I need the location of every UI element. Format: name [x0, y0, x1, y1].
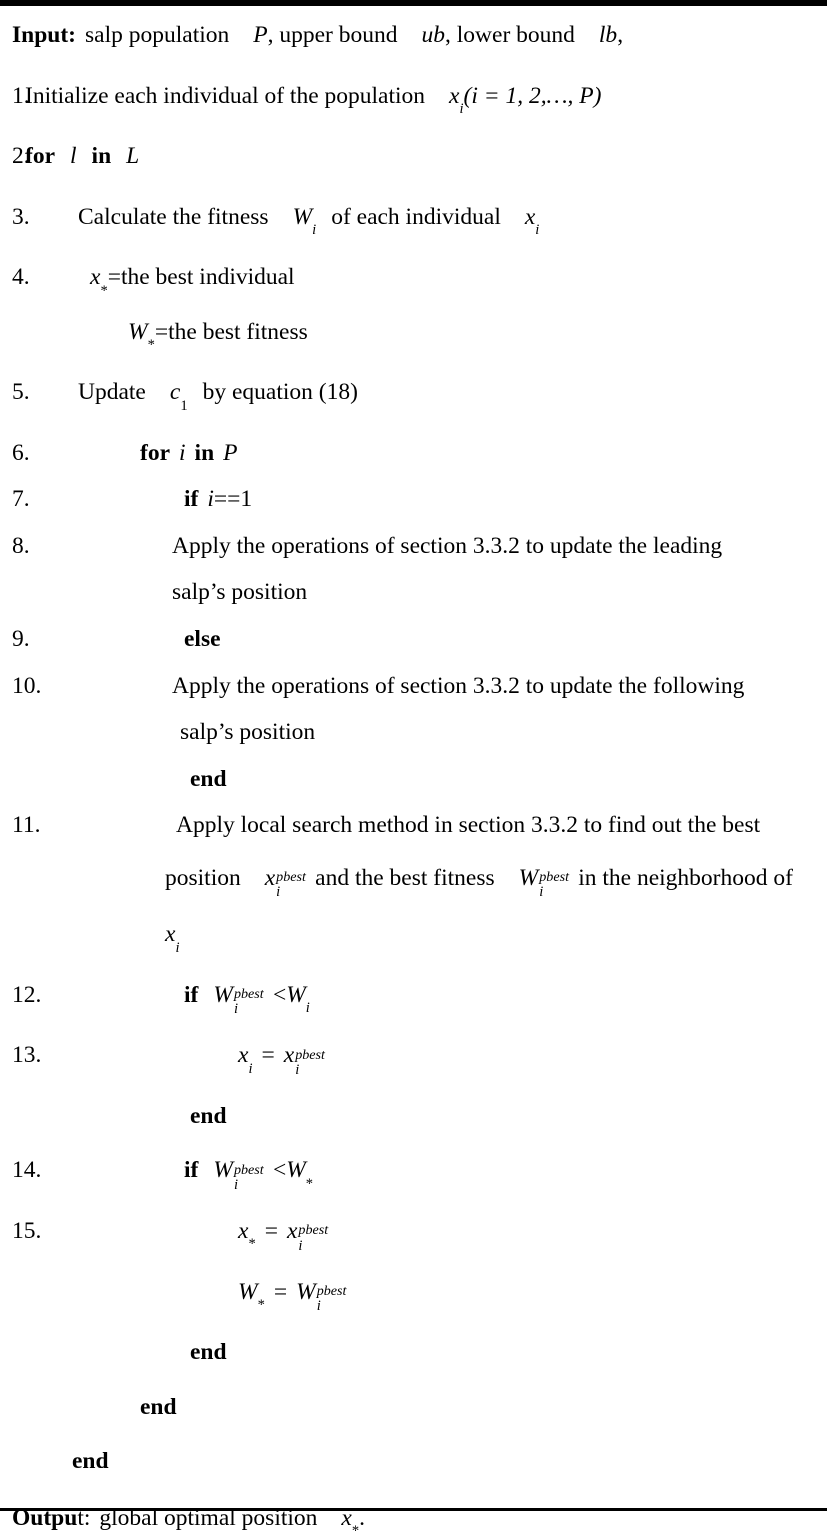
- line-11-cont-text-2: and the best fitness: [315, 864, 495, 891]
- line-14-lhs: W: [213, 1157, 233, 1184]
- line-15-cont-rhs: W: [296, 1278, 316, 1305]
- line-2-var-L: L: [126, 143, 140, 170]
- input-text-1: salp population: [85, 22, 230, 48]
- line-15-lhs: x: [238, 1218, 249, 1245]
- algorithm-output-line: [12, 1503, 817, 1539]
- line-13-rhs-sub: i: [295, 1061, 300, 1078]
- line-5-text-1: Update: [78, 379, 146, 406]
- input-var-population: P: [253, 22, 268, 48]
- input-text-3: , lower bound: [445, 22, 575, 48]
- line-13-rhs: x: [283, 1042, 295, 1069]
- line-7-var-i: i: [207, 486, 214, 513]
- line-11-var-W: W: [518, 864, 539, 891]
- line-2-var-l: l: [70, 143, 77, 170]
- line-11-var-W-sub: i: [539, 884, 544, 901]
- line-number-7: 7.: [12, 486, 30, 513]
- algorithm-line-4-continuation: [12, 317, 817, 354]
- line-15-cont-rhs-sub: i: [316, 1298, 321, 1315]
- line-15-cont-lhs-sub: *: [257, 1296, 265, 1313]
- line-1-text: Initialize each individual of the population: [25, 82, 426, 109]
- line-number-5: 5.: [12, 379, 30, 406]
- input-label: Input:: [12, 22, 77, 48]
- output-period: .: [359, 1504, 366, 1531]
- line-1-math-rest: (i = 1, 2,…, P): [463, 82, 602, 109]
- line-15-cont-lhs: W: [238, 1278, 258, 1305]
- line-2-keyword-in: in: [91, 143, 112, 170]
- algorithm-line-2: [12, 141, 817, 172]
- algorithm-end-2: [12, 1101, 817, 1132]
- line-13-operator: =: [261, 1042, 275, 1069]
- input-var-lower-bound: lb: [598, 22, 618, 48]
- line-1-content: [25, 81, 817, 117]
- line-number-9: 9.: [12, 626, 30, 653]
- line-11-var-x-sup: pbest: [276, 869, 306, 886]
- line-number-10: 10.: [12, 672, 42, 699]
- line-12-content: [184, 980, 817, 1018]
- line-number-6: 6.: [12, 439, 30, 466]
- input-text-2: , upper bound: [267, 22, 398, 48]
- end-5-keyword: end: [72, 1448, 109, 1475]
- line-11-cont-text-1: position: [165, 864, 241, 891]
- line-14-rhs-sub: *: [305, 1175, 314, 1192]
- line-11-var-x-sub: i: [276, 884, 281, 901]
- algorithm-line-12: [12, 980, 817, 1018]
- line-6-var-i: i: [179, 439, 186, 466]
- line-11-text: Apply local search method in section 3.3.2 to find out the best: [176, 812, 761, 839]
- end-4-content: [140, 1392, 817, 1423]
- line-14-content: [184, 1155, 817, 1194]
- output-label-rest: t:: [77, 1504, 91, 1531]
- line-14-rhs: W: [286, 1157, 306, 1184]
- line-15-lhs-sub: *: [248, 1236, 256, 1253]
- line-4-content: [90, 262, 817, 299]
- line-14-operator: <: [272, 1157, 287, 1184]
- output-label-bold: Outpu: [12, 1504, 78, 1531]
- algorithm-line-5: [12, 377, 817, 414]
- algorithm-line-3: [12, 202, 817, 238]
- line-number-14: 14.: [12, 1157, 42, 1184]
- line-6-keyword-in: in: [194, 439, 215, 466]
- line-8-content: [172, 531, 817, 608]
- algorithm-line-9: [12, 624, 817, 655]
- line-number-11: 11.: [12, 812, 41, 839]
- line-15-rhs-sub: i: [298, 1237, 303, 1254]
- line-10-text: Apply the operations of section 3.3.2 to update the following: [172, 672, 745, 699]
- line-11-continuation-2: [165, 919, 817, 956]
- line-12-rhs: W: [286, 981, 306, 1008]
- line-number-1: 1.: [12, 82, 30, 109]
- line-8-text: Apply the operations of section 3.3.2 to update the leading: [172, 532, 723, 559]
- line-9-keyword-else: else: [184, 626, 221, 653]
- end-1-content: [190, 764, 817, 795]
- line-12-lhs-sup: pbest: [233, 986, 264, 1003]
- line-4-text: =the best individual: [107, 264, 295, 291]
- output-var-x-sub: *: [351, 1523, 360, 1539]
- algorithm-line-15: [12, 1216, 817, 1254]
- line-5-var-c: c: [169, 379, 181, 406]
- algorithm-end-1: [12, 764, 817, 795]
- algorithm-line-7: [12, 484, 817, 515]
- line-3-var-W-sub: i: [312, 221, 317, 238]
- line-15-cont-operator: =: [273, 1278, 288, 1305]
- line-7-content: [184, 484, 817, 515]
- line-12-rhs-sub: i: [305, 1000, 310, 1017]
- line-number-15: 15.: [12, 1218, 42, 1245]
- line-15-content: [238, 1216, 817, 1254]
- line-11-cont-var-x: x: [165, 921, 176, 948]
- line-13-rhs-sup: pbest: [295, 1046, 325, 1063]
- line-6-var-P: P: [223, 439, 238, 466]
- line-5-text-2: by equation (18): [202, 379, 358, 406]
- line-3-content: [78, 202, 817, 238]
- end-3-content: [190, 1337, 817, 1368]
- line-12-lhs: W: [213, 981, 233, 1008]
- line-14-lhs-sup: pbest: [233, 1161, 264, 1178]
- line-3-var-W: W: [292, 203, 313, 230]
- end-2-keyword: end: [190, 1102, 227, 1129]
- line-number-2: 2.: [12, 143, 30, 170]
- algorithm-line-4: [12, 262, 817, 299]
- algorithm-line-6: [12, 438, 817, 469]
- line-7-keyword-if: if: [184, 486, 199, 513]
- line-4-cont-var-W: W: [128, 318, 148, 345]
- line-3-var-x: x: [524, 203, 536, 230]
- algorithm-line-14: [12, 1155, 817, 1194]
- line-15-operator: =: [264, 1218, 278, 1245]
- line-3-text-1: Calculate the fitness: [78, 203, 269, 230]
- line-3-var-x-sub: i: [535, 221, 540, 238]
- algorithm-input-line: [12, 20, 817, 51]
- end-4-keyword: end: [140, 1393, 177, 1420]
- line-number-13: 13.: [12, 1042, 42, 1069]
- line-15-cont-content: [238, 1277, 817, 1315]
- input-line-text: [12, 20, 817, 51]
- output-text: global optimal position: [99, 1504, 318, 1531]
- output-var-x: x: [341, 1504, 352, 1531]
- algorithm-line-8: [12, 531, 817, 608]
- line-10-content: [172, 671, 817, 748]
- line-4-var-x: x: [90, 264, 101, 291]
- output-line-text: [12, 1503, 817, 1539]
- line-number-12: 12.: [12, 981, 42, 1008]
- line-13-lhs-sub: i: [248, 1060, 253, 1077]
- line-12-operator: <: [272, 981, 287, 1008]
- algorithm-line-13: [12, 1040, 817, 1078]
- line-12-lhs-sub: i: [233, 1001, 238, 1018]
- algorithm-end-5: [12, 1446, 817, 1477]
- input-text-4: ,: [617, 22, 624, 48]
- input-var-upper-bound: ub: [421, 22, 446, 48]
- line-9-content: [184, 624, 817, 655]
- algorithm-line-1: [12, 81, 817, 117]
- line-12-keyword-if: if: [184, 981, 199, 1008]
- algorithm-end-4: [12, 1392, 817, 1423]
- algorithm-line-10: [12, 671, 817, 748]
- line-number-8: 8.: [12, 532, 30, 559]
- line-1-var-x-sub: i: [459, 100, 464, 117]
- algorithm-line-15-continuation: [12, 1277, 817, 1315]
- line-4-cont-text: =the best fitness: [154, 318, 308, 345]
- line-7-value: 1: [240, 486, 253, 513]
- line-11-cont-text-3: in the neighborhood of: [578, 864, 793, 891]
- line-13-content: [238, 1040, 817, 1078]
- end-3-keyword: end: [190, 1339, 227, 1366]
- line-number-3: 3.: [12, 203, 30, 230]
- line-14-keyword-if: if: [184, 1157, 199, 1184]
- line-number-4: 4.: [12, 264, 30, 291]
- line-2-content: [25, 141, 817, 172]
- line-15-rhs-sup: pbest: [298, 1222, 329, 1239]
- line-11-var-x: x: [264, 864, 276, 891]
- end-2-content: [190, 1101, 817, 1132]
- line-11-var-W-sup: pbest: [539, 869, 569, 886]
- end-1-keyword: end: [190, 765, 227, 792]
- line-11-cont-var-x-sub: i: [175, 939, 180, 956]
- line-4-cont-var-W-sub: *: [147, 337, 155, 354]
- line-6-content: [140, 438, 817, 469]
- end-5-content: [72, 1446, 817, 1477]
- line-15-rhs: x: [286, 1218, 298, 1245]
- line-11-content: [165, 810, 817, 956]
- line-3-text-2: of each individual: [331, 203, 501, 230]
- line-11-continuation-1: [165, 863, 817, 901]
- line-8-continuation: salp’s position: [172, 579, 308, 606]
- line-4-var-x-sub: *: [100, 282, 108, 299]
- line-14-lhs-sub: i: [233, 1177, 238, 1194]
- line-4-cont-content: [128, 317, 817, 354]
- line-15-cont-rhs-sup: pbest: [316, 1282, 347, 1299]
- line-5-var-c-sub: 1: [180, 397, 188, 414]
- line-2-keyword-for: for: [25, 143, 56, 170]
- line-1-var-x: x: [449, 82, 460, 109]
- line-13-lhs: x: [238, 1042, 249, 1069]
- line-6-keyword-for: for: [140, 439, 171, 466]
- line-5-content: [78, 377, 817, 414]
- line-7-operator: ==: [213, 486, 241, 513]
- algorithm-line-11: [12, 810, 817, 956]
- algorithm-end-3: [12, 1337, 817, 1368]
- line-10-continuation: salp’s position: [180, 719, 316, 746]
